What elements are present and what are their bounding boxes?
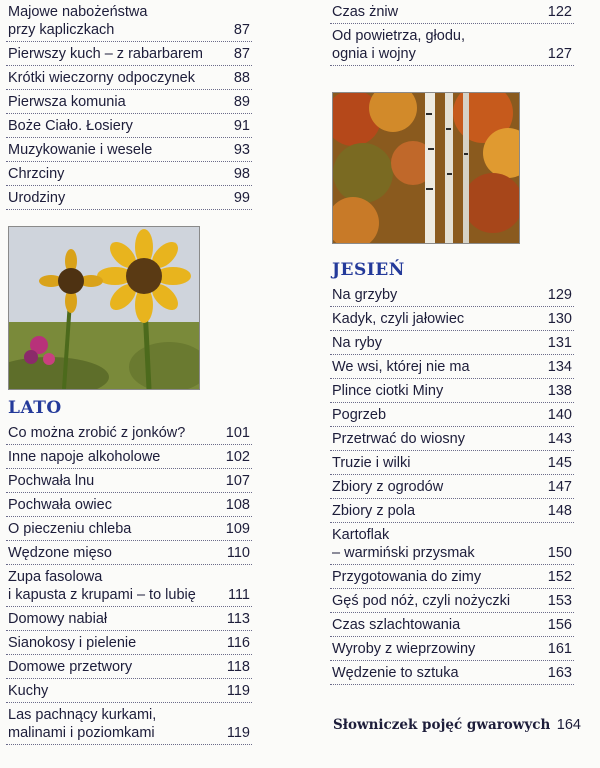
- toc-entry-page: 156: [547, 617, 572, 633]
- sunflower-photo: [8, 226, 200, 390]
- toc-entry[interactable]: [6, 469, 252, 493]
- toc-entry-title: Zupa fasolowa i kapusta z krupami – to lubię: [8, 569, 196, 603]
- section-heading-jesien: JESIEŃ: [332, 260, 405, 280]
- toc-entry-title: Las pachnący kurkami, malinami i poziomkami: [8, 707, 157, 741]
- toc-entry[interactable]: [330, 637, 574, 661]
- toc-entry-title: Pierwszy kuch – z rabarbarem: [8, 46, 204, 62]
- toc-list-spring-end: [6, 0, 252, 210]
- toc-list-jesien: [330, 283, 574, 685]
- toc-entry-title: Inne napoje alkoholowe: [8, 449, 161, 465]
- toc-entry[interactable]: [330, 283, 574, 307]
- toc-entry-page: 148: [547, 503, 572, 519]
- toc-entry-page: 109: [225, 521, 250, 537]
- toc-entry[interactable]: [330, 24, 574, 66]
- toc-entry-title: Krótki wieczorny odpoczynek: [8, 70, 195, 86]
- toc-entry-page: 127: [547, 46, 572, 62]
- toc-entry-title: O pieczeniu chleba: [8, 521, 132, 537]
- toc-entry[interactable]: [6, 493, 252, 517]
- toc-entry-page: 89: [233, 94, 250, 110]
- toc-entry-page: 93: [233, 142, 250, 158]
- toc-entry-page: 153: [547, 593, 572, 609]
- section-heading-lato: LATO: [8, 398, 62, 418]
- toc-entry[interactable]: [6, 66, 252, 90]
- toc-entry-title: Domowe przetwory: [8, 659, 133, 675]
- toc-entry[interactable]: [6, 162, 252, 186]
- toc-entry-page: 118: [226, 659, 250, 675]
- toc-entry[interactable]: [330, 475, 574, 499]
- toc-entry[interactable]: [6, 541, 252, 565]
- toc-entry[interactable]: [6, 138, 252, 162]
- toc-entry-title: Majowe nabożeństwa przy kapliczkach: [8, 4, 148, 38]
- toc-entry[interactable]: [6, 421, 252, 445]
- toc-entry-title: Pierwsza komunia: [8, 94, 126, 110]
- toc-entry[interactable]: [330, 379, 574, 403]
- toc-entry-page: 116: [226, 635, 250, 651]
- toc-entry-page: 107: [225, 473, 250, 489]
- toc-entry[interactable]: [6, 445, 252, 469]
- toc-entry[interactable]: [330, 613, 574, 637]
- dictionary-page: 164: [556, 717, 581, 733]
- toc-list-summer-end: [330, 0, 574, 66]
- toc-entry-title: Pogrzeb: [332, 407, 387, 423]
- sunflower-illustration: [9, 227, 199, 389]
- toc-entry-title: Co można zrobić z jonków?: [8, 425, 186, 441]
- toc-entry-page: 119: [226, 683, 250, 699]
- toc-entry-page: 99: [233, 190, 250, 206]
- toc-entry-title: Przetrwać do wiosny: [332, 431, 465, 447]
- toc-entry-page: 101: [225, 425, 250, 441]
- toc-entry[interactable]: [330, 403, 574, 427]
- toc-entry-page: 108: [225, 497, 250, 513]
- toc-entry-page: 122: [547, 4, 572, 20]
- toc-entry[interactable]: [330, 661, 574, 685]
- toc-entry-title: Na ryby: [332, 335, 382, 351]
- toc-entry[interactable]: [6, 655, 252, 679]
- toc-entry-page: 130: [547, 311, 572, 327]
- toc-entry-title: We wsi, której nie ma: [332, 359, 470, 375]
- toc-entry-page: 119: [226, 725, 250, 741]
- toc-entry-title: Zbiory z ogrodów: [332, 479, 444, 495]
- toc-entry[interactable]: [330, 355, 574, 379]
- right-column: [330, 0, 574, 685]
- left-column: [6, 0, 252, 745]
- toc-entry-page: 129: [547, 287, 572, 303]
- toc-entry-page: 140: [547, 407, 572, 423]
- toc-entry-page: 143: [547, 431, 572, 447]
- toc-entry[interactable]: [6, 0, 252, 42]
- toc-entry[interactable]: [330, 331, 574, 355]
- toc-entry-title: Czas żniw: [332, 4, 399, 20]
- toc-entry-page: 150: [547, 545, 572, 561]
- toc-entry-title: Muzykowanie i wesele: [8, 142, 153, 158]
- dictionary-title: Słowniczek pojęć gwarowych: [333, 717, 551, 733]
- toc-entry-page: 98: [233, 166, 250, 182]
- toc-entry-title: Boże Ciało. Łosiery: [8, 118, 133, 134]
- toc-entry[interactable]: [6, 703, 252, 745]
- toc-entry-page: 145: [547, 455, 572, 471]
- toc-entry-title: Gęś pod nóż, czyli nożyczki: [332, 593, 511, 609]
- toc-entry-title: Od powietrza, głodu, ognia i wojny: [332, 28, 465, 62]
- toc-entry-page: 87: [233, 22, 250, 38]
- toc-entry[interactable]: [330, 523, 574, 565]
- toc-entry[interactable]: [6, 517, 252, 541]
- toc-entry-title: Wędzenie to sztuka: [332, 665, 459, 681]
- toc-entry-title: Chrzciny: [8, 166, 65, 182]
- toc-entry-title: Plince ciotki Miny: [332, 383, 444, 399]
- toc-entry-title: Pochwała lnu: [8, 473, 95, 489]
- toc-entry-page: 161: [547, 641, 572, 657]
- toc-entry-title: Zbiory z pola: [332, 503, 416, 519]
- toc-entry[interactable]: [6, 186, 252, 210]
- toc-entry-page: 163: [547, 665, 572, 681]
- toc-entry-page: 138: [547, 383, 572, 399]
- autumn-forest-photo: [332, 92, 520, 244]
- toc-entry-title: Truzie i wilki: [332, 455, 411, 471]
- toc-entry[interactable]: [6, 607, 252, 631]
- toc-entry[interactable]: [6, 631, 252, 655]
- toc-entry-page: 152: [547, 569, 572, 585]
- toc-entry-page: 87: [233, 46, 250, 62]
- autumn-forest-illustration: [333, 93, 519, 243]
- toc-entry-title: Domowy nabiał: [8, 611, 108, 627]
- toc-entry-page: 113: [226, 611, 250, 627]
- toc-entry-page: 102: [225, 449, 250, 465]
- toc-entry-title: Czas szlachtowania: [332, 617, 461, 633]
- toc-entry-title: Przygotowania do zimy: [332, 569, 482, 585]
- toc-entry-title: Wyroby z wieprzowiny: [332, 641, 476, 657]
- toc-list-lato: [6, 421, 252, 745]
- toc-entry-title: Wędzone mięso: [8, 545, 112, 561]
- toc-entry-title: Na grzyby: [332, 287, 398, 303]
- toc-entry-title: Kartoflak – warmiński przysmak: [332, 527, 475, 561]
- toc-entry-page: 88: [233, 70, 250, 86]
- toc-entry[interactable]: [330, 427, 574, 451]
- toc-entry-page: 131: [547, 335, 572, 351]
- toc-entry-page: 111: [227, 587, 250, 603]
- toc-entry-title: Pochwała owiec: [8, 497, 112, 513]
- toc-entry[interactable]: [6, 679, 252, 703]
- toc-entry[interactable]: [330, 307, 574, 331]
- toc-entry-title: Sianokosy i pielenie: [8, 635, 137, 651]
- toc-entry-page: 147: [547, 479, 572, 495]
- toc-entry-title: Kadyk, czyli jałowiec: [332, 311, 465, 327]
- toc-entry-title: Kuchy: [8, 683, 49, 699]
- toc-entry[interactable]: [330, 451, 574, 475]
- toc-entry[interactable]: [6, 565, 252, 607]
- toc-entry[interactable]: [6, 90, 252, 114]
- toc-entry[interactable]: [6, 42, 252, 66]
- toc-entry-page: 134: [547, 359, 572, 375]
- toc-entry[interactable]: [6, 114, 252, 138]
- toc-entry[interactable]: [330, 589, 574, 613]
- toc-entry[interactable]: [330, 565, 574, 589]
- toc-entry-page: 91: [233, 118, 250, 134]
- toc-entry-title: Urodziny: [8, 190, 66, 206]
- toc-entry[interactable]: [330, 499, 574, 523]
- dictionary-entry[interactable]: [333, 717, 581, 733]
- toc-entry[interactable]: [330, 0, 574, 24]
- toc-entry-page: 110: [226, 545, 250, 561]
